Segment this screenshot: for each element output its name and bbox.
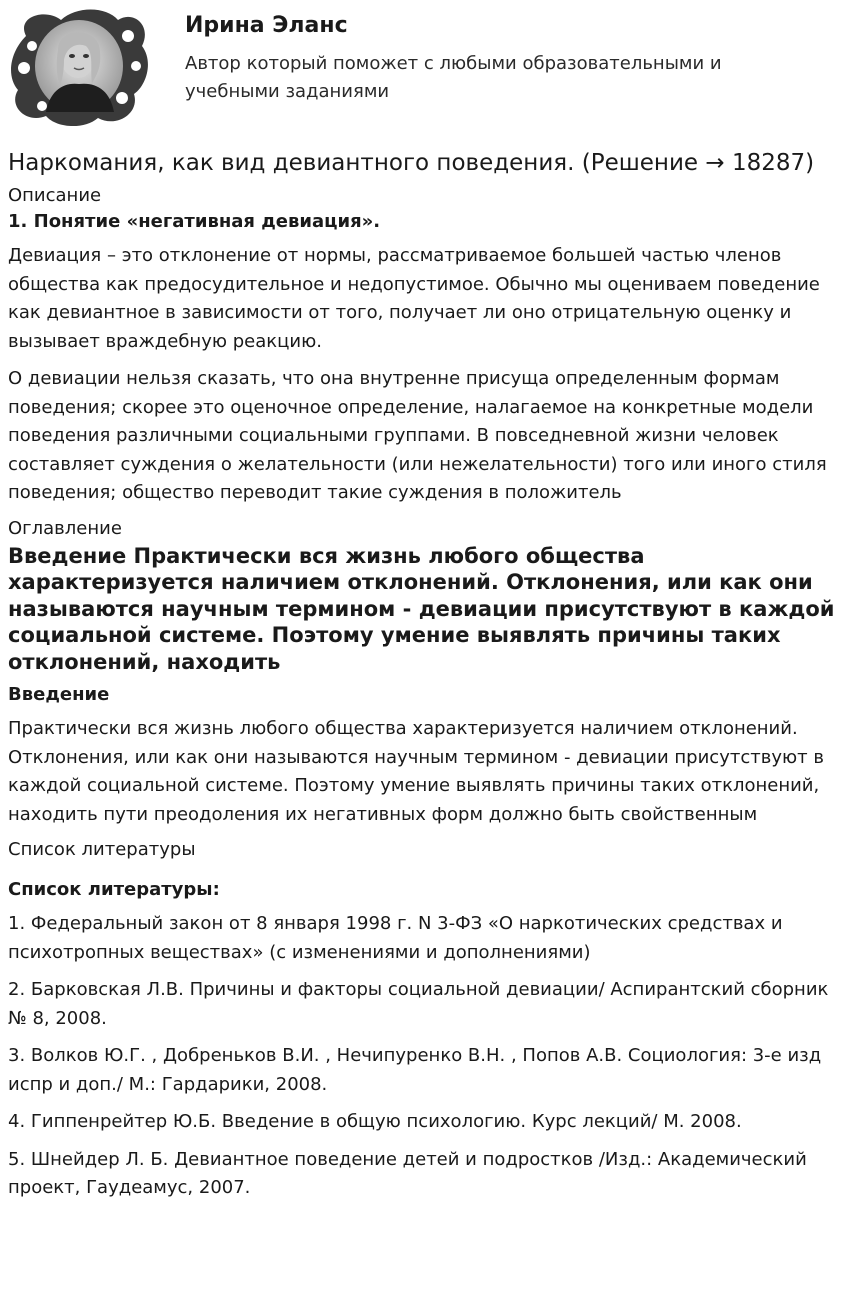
toc-text: Введение Практически вся жизнь любого общества характеризуется наличием отклонений. Отклонения, или как они называются научным термином - девиации присутствуют в каждой социальной системе. Поэтому умение выявлять причины таких отклонений, находить [8, 543, 835, 674]
author-name[interactable]: Ирина Эланс [185, 13, 348, 38]
description-label: Описание [8, 185, 102, 206]
references-heading: Список литературы: [8, 879, 220, 900]
reference-item: 2. Барковская Л.В. Причины и факторы социальной девиации/ Аспирантский сборник № 8, 2008. [8, 979, 829, 1029]
reference-item: 5. Шнейдер Л. Б. Девиантное поведение детей и подростков /Изд.: Академический проект, Гаудеамус, 2007. [8, 1148, 807, 1198]
author-header [0, 0, 847, 136]
author-avatar [6, 6, 152, 128]
intro-heading: Введение [8, 684, 110, 705]
toc-label: Оглавление [8, 517, 122, 539]
reference-item: 4. Гиппенрейтер Ю.Б. Введение в общую психологию. Курс лекций/ М. 2008. [8, 1111, 742, 1132]
reference-item: 1. Федеральный закон от 8 января 1998 г. N 3-ФЗ «О наркотических средствах и психотропных веществах» (с изменениями и дополнениями) [8, 913, 783, 963]
document-title: Наркомания, как вид девиантного поведения. (Решение → 18287) [8, 150, 815, 176]
references-label: Список литературы [8, 839, 196, 860]
document-content [0, 148, 847, 1203]
intro-paragraph: Практически вся жизнь любого общества характеризуется наличием отклонений. Отклонения, или как они называются научным термином - девиации присутствуют в каждой социальной системе. Поэтому умение выявлять причины таких отклонений, находить пути преодоления их негативных форм должно быть свойственным [8, 718, 824, 825]
description-paragraph-2: О девиации нельзя сказать, что она внутренне присуща определенным формам поведения; скорее это оценочное определение, налагаемое на конкретные модели поведения различными социальными группами. В повседневной жизни человек составляет суждения о желательности (или нежелательности) того или иного стиля поведения; общество переводит такие суждения в положитель [8, 368, 827, 503]
description-heading: 1. Понятие «негативная девиация». [8, 211, 381, 232]
author-description: Автор который поможет с любыми образовательными и учебными заданиями [185, 53, 722, 102]
reference-item: 3. Волков Ю.Г. , Добреньков В.И. , Нечипуренко В.Н. , Попов А.В. Социология: 3-е изд испр и доп./ М.: Гардарики, 2008. [8, 1045, 822, 1095]
description-paragraph-1: Девиация – это отклонение от нормы, рассматриваемое большей частью членов общества как предосудительное и недопустимое. Обычно мы оцениваем поведение как девиантное в зависимости от того, получает ли оно отрицательную оценку и вызывает враждебную реакцию. [8, 245, 820, 352]
